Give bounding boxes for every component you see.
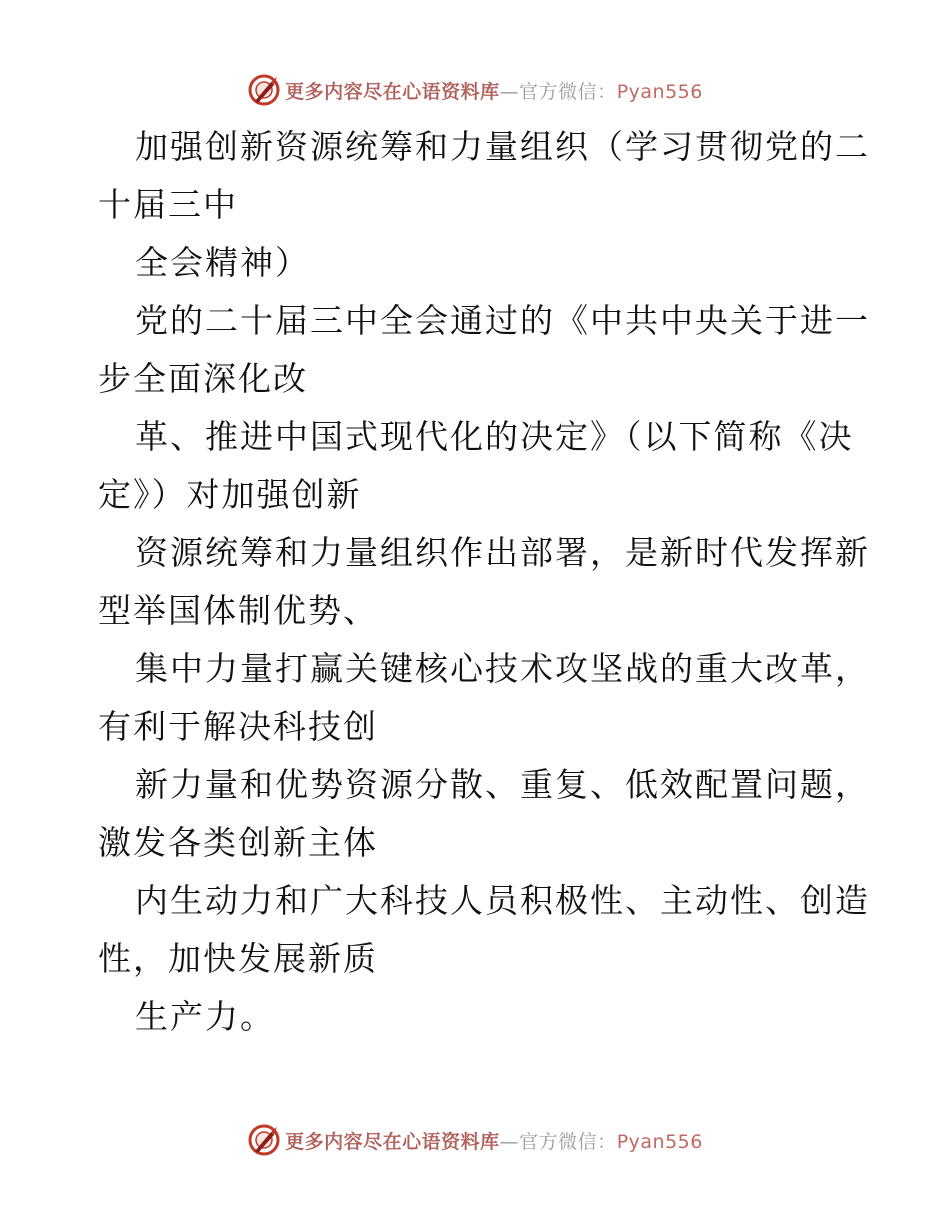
banner-dash: — [499,1130,520,1153]
paragraph-line: 有利于解决科技创 [98,707,378,746]
quill-pen-logo-icon [247,1123,281,1157]
banner-official-text: 官方微信： [519,80,617,103]
document-title-line-3: 全会精神） [135,243,310,282]
paragraph-line: 集中力量打赢关键核心技术攻坚战的重大改革， [135,649,870,688]
paragraph-line: 性，加快发展新质 [98,939,378,978]
banner-dash: — [499,80,520,103]
document-title-line-2: 十届三中 [98,185,238,224]
paragraph-line: 定》）对加强创新 [98,475,362,514]
paragraph-line: 内生动力和广大科技人员积极性、主动性、创造 [135,881,870,920]
banner-site-text: 更多内容尽在心语资料库 [285,1130,500,1153]
document-title-line-1: 加强创新资源统筹和力量组织（学习贯彻党的二 [135,127,870,166]
banner-text [285,77,703,104]
header-banner [0,70,950,110]
banner-site-text: 更多内容尽在心语资料库 [285,80,500,103]
paragraph-line: 生产力。 [135,997,275,1036]
banner-official-text: 官方微信： [519,1130,617,1153]
paragraph-line: 党的二十届三中全会通过的《中共中央关于进一 [135,301,870,340]
paragraph-line: 资源统筹和力量组织作出部署，是新时代发挥新 [135,533,870,572]
banner-wechat-id: Pyan556 [616,1130,703,1153]
banner-text [285,1127,703,1154]
quill-pen-logo-icon [247,73,281,107]
paragraph-line: 型举国体制优势、 [98,591,378,630]
footer-banner [0,1120,950,1160]
paragraph-line: 革、推进中国式现代化的决定》（以下简称《决 [135,417,854,456]
paragraph-line: 步全面深化改 [98,359,308,398]
document-body [98,118,870,1046]
paragraph-line: 新力量和优势资源分散、重复、低效配置问题， [135,765,870,804]
paragraph-line: 激发各类创新主体 [98,823,378,862]
banner-wechat-id: Pyan556 [616,80,703,103]
